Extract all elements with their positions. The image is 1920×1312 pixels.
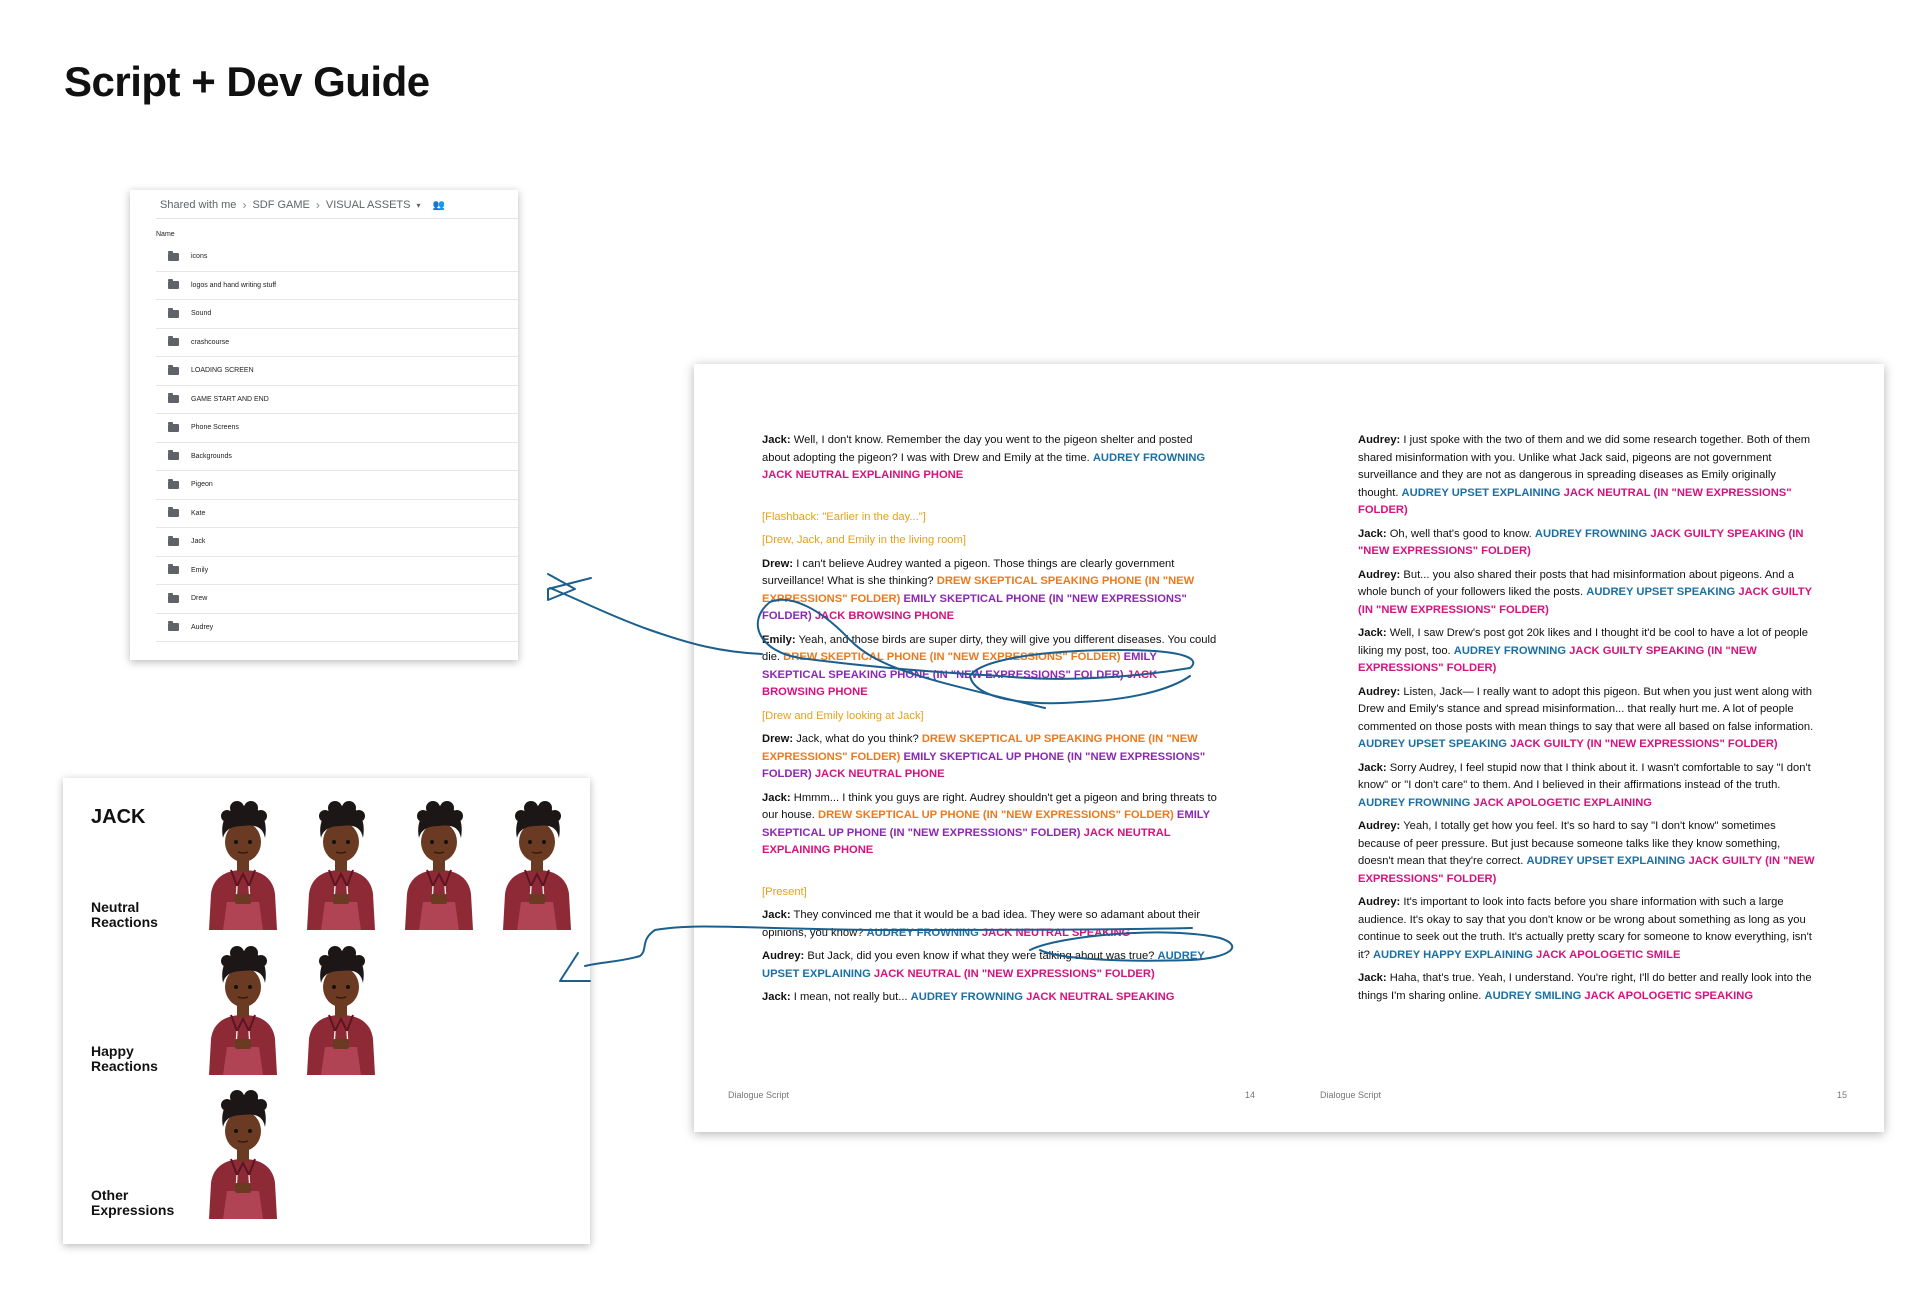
animation-cue: AUDREY FROWNING [1453, 644, 1567, 657]
dialogue-text: Yeah, and those birds are super dirty, they will give you different diseases. You could die. [762, 633, 1217, 663]
dialogue-text: But... you also shared their posts that had misinformation about pigeons. And a whole bunch of your followers liked the posts. [1358, 568, 1794, 598]
animation-cue: JACK NEUTRAL PHONE [814, 768, 945, 780]
folder-name: logos and hand writing stuff [191, 281, 277, 289]
animation-cue: DREW SKEPTICAL SPEAKING PHONE (IN "NEW EXPRESSIONS" FOLDER) [762, 575, 1195, 605]
dialogue-line [762, 432, 1220, 485]
jack-expression-sprite [299, 798, 383, 930]
shared-folder-icon [168, 424, 179, 432]
dialogue-text: They convinced me that it would be a bad idea. They were so adamant about their opinions, you know? [762, 909, 1201, 939]
dialogue-text: Haha, that's true. Yeah, I understand. You're right, I'll do better and really look into the things I'm sharing online. [1358, 972, 1812, 1002]
dialogue-text: It's important to look into facts before you share information with such a large audience. It's okay to say that you don't know or be wrong about something as long as you continue to seek out the truth. It's actually pretty scary for someone to know everything, isn't it? [1358, 896, 1812, 961]
folder-row[interactable] [156, 443, 518, 472]
folder-name: GAME START AND END [191, 395, 269, 403]
folder-name: crashcourse [191, 338, 230, 346]
folder-name: Jack [191, 538, 206, 546]
folder-row[interactable] [156, 500, 518, 529]
dialogue-line [1358, 894, 1818, 964]
jack-expression-sprite [201, 1087, 285, 1219]
dialogue-line [1358, 684, 1818, 754]
dialogue-line [762, 790, 1220, 860]
page-number: 15 [1837, 1090, 1848, 1100]
row-label-happy: Happy Reactions [91, 1043, 158, 1074]
stage-direction-text: [Drew and Emily looking at Jack] [762, 709, 924, 722]
folder-name: Drew [191, 595, 208, 603]
folder-name: Emily [191, 566, 209, 574]
animation-cue: AUDREY FROWNING [1358, 796, 1471, 809]
dialogue-line [762, 731, 1220, 784]
folder-row[interactable] [156, 329, 518, 358]
dialogue-text: Listen, Jack— I really want to adopt this pigeon. But when you just went along with Drew and Emily's stance and spread misinformation... that really hurt me. A lot of people commented on those posts with mean things to say that were all based on false information. [1358, 685, 1814, 733]
animation-cue: EMILY SKEPTICAL PHONE (IN "NEW EXPRESSIONS" FOLDER) [762, 592, 1187, 622]
animation-cue: AUDREY FROWNING [866, 926, 979, 939]
drive-folder-screenshot [130, 190, 518, 660]
dialogue-text: Oh, well that's good to know. [1389, 527, 1532, 540]
animation-cue: AUDREY UPSET EXPLAINING [1401, 486, 1561, 499]
animation-cue: EMILY SKEPTICAL UP PHONE (IN "NEW EXPRESSIONS" FOLDER) [762, 809, 1210, 839]
dialogue-text: I just spoke with the two of them and we did some research together. Both of them shared misinformation with you. Unlike what Jack said, pigeons are not government surveillance and they are not as dangerous in spreading diseases as Emily originally thought. [1358, 434, 1811, 499]
character-sheet [63, 778, 590, 1244]
dialogue-line [762, 556, 1220, 626]
speaker-name: Audrey: [1358, 685, 1401, 698]
shared-folder-icon [168, 538, 179, 546]
folder-row[interactable] [156, 300, 518, 329]
dialogue-line [1358, 760, 1818, 813]
speaker-name: Drew: [762, 557, 794, 570]
breadcrumb-item[interactable]: Shared with me [160, 199, 237, 211]
folder-row[interactable] [156, 557, 518, 586]
animation-cue: JACK NEUTRAL EXPLAINING PHONE [762, 469, 964, 481]
folder-row[interactable] [156, 357, 518, 386]
stage-direction-text: [Drew, Jack, and Emily in the living room] [762, 534, 966, 546]
animation-cue: JACK NEUTRAL (IN "NEW EXPRESSIONS" FOLDER) [1358, 486, 1792, 516]
stage-direction [762, 509, 1220, 527]
animation-cue: DREW SKEPTICAL UP PHONE (IN "NEW EXPRESSIONS" FOLDER) [817, 809, 1174, 821]
dialogue-text: Well, I don't know. Remember the day you went to the pigeon shelter and posted about adopting the pigeon? I was with Drew and Emily at the time. [762, 434, 1193, 464]
animation-cue: JACK GUILTY SPEAKING (IN "NEW EXPRESSIONS" FOLDER) [1358, 527, 1804, 557]
shared-folder-icon [168, 481, 179, 489]
animation-cue: AUDREY HAPPY EXPLAINING [1372, 948, 1533, 961]
animation-cue: JACK NEUTRAL EXPLAINING PHONE [762, 826, 1171, 856]
breadcrumb-item[interactable]: VISUAL ASSETS [325, 199, 411, 211]
folder-row[interactable] [156, 614, 518, 643]
shared-people-icon: 👥 [432, 199, 445, 211]
breadcrumb-item[interactable]: SDF GAME [252, 199, 310, 211]
animation-cue: AUDREY UPSET EXPLAINING [762, 950, 1205, 980]
shared-folder-icon [168, 338, 179, 346]
stage-direction [762, 884, 1220, 902]
folder-name: LOADING SCREEN [191, 367, 254, 375]
chevron-right-icon: › [315, 198, 320, 212]
shared-folder-icon [168, 310, 179, 318]
folder-row[interactable] [156, 528, 518, 557]
stage-direction-text: [Flashback: "Earlier in the day..."] [762, 510, 926, 523]
shared-folder-icon [168, 452, 179, 460]
animation-cue: AUDREY UPSET EXPLAINING [1526, 855, 1686, 867]
animation-cue: JACK APOLOGETIC EXPLAINING [1473, 796, 1653, 809]
stage-direction-text: [Present] [762, 885, 807, 898]
folder-row[interactable] [156, 243, 518, 272]
shared-folder-icon [168, 395, 179, 403]
folder-name: Audrey [191, 623, 214, 631]
dialogue-line [1358, 567, 1818, 620]
animation-cue: EMILY SKEPTICAL UP PHONE (IN "NEW EXPRESSIONS" FOLDER) [762, 750, 1206, 780]
folder-name: Kate [191, 509, 206, 517]
column-header-name[interactable]: Name [156, 231, 175, 238]
animation-cue: JACK GUILTY (IN "NEW EXPRESSIONS" FOLDER) [1358, 586, 1812, 616]
animation-cue: JACK NEUTRAL SPEAKING [981, 926, 1131, 939]
script-spread [694, 364, 1884, 1132]
shared-folder-icon [168, 281, 179, 289]
animation-cue: AUDREY UPSET SPEAKING [1358, 738, 1507, 750]
animation-cue: AUDREY FROWNING [1534, 527, 1648, 540]
dialogue-line [1358, 432, 1818, 520]
speaker-name: Audrey: [1358, 434, 1401, 446]
speaker-name: Drew: [762, 733, 794, 745]
script-page-right [1358, 432, 1818, 1011]
row-label-other: Other Expressions [91, 1187, 175, 1218]
shared-folder-icon [168, 367, 179, 375]
folder-name: Phone Screens [191, 424, 239, 432]
animation-cue: EMILY SKEPTICAL SPEAKING PHONE (IN "NEW EXPRESSIONS" FOLDER) [762, 651, 1157, 681]
folder-name: Pigeon [191, 481, 213, 489]
page-number: 14 [1245, 1090, 1256, 1100]
folder-row[interactable] [156, 414, 518, 443]
speaker-name: Audrey: [1358, 568, 1401, 581]
shared-folder-icon [168, 623, 179, 631]
dialogue-text: Well, I saw Drew's post got 20k likes and I thought it'd be cool to have a lot of people liking my post, too. [1358, 627, 1808, 657]
folder-name: Sound [191, 310, 212, 318]
dialogue-line [1358, 526, 1818, 561]
divider [156, 218, 518, 219]
footer-label: Dialogue Script [1320, 1090, 1382, 1100]
dialogue-text: Hmmm... I think you guys are right. Audrey shouldn't get a pigeon and bring threats to our house. [762, 791, 1217, 821]
jack-expression-sprite [201, 798, 285, 930]
dialogue-line [1358, 625, 1818, 678]
animation-cue: JACK APOLOGETIC SPEAKING [1584, 989, 1754, 1002]
breadcrumb [160, 198, 445, 212]
animation-cue: JACK GUILTY SPEAKING (IN "NEW EXPRESSIONS" FOLDER) [1358, 644, 1757, 674]
dialogue-text: Yeah, I totally get how you feel. It's so hard to say "I don't know" sometimes because of peer pressure. But just because someone talks like they know something, doesn't mean that they're correct. [1358, 820, 1781, 867]
animation-cue: AUDREY SMILING [1484, 989, 1582, 1002]
page-title: Script + Dev Guide [64, 58, 430, 105]
jack-expression-sprite [299, 943, 383, 1075]
speaker-name: Jack: [762, 991, 791, 1003]
animation-cue: JACK BROWSING PHONE [762, 668, 1158, 698]
animation-cue: JACK BROWSING PHONE [814, 610, 955, 622]
speaker-name: Jack: [762, 434, 791, 446]
animation-cue: AUDREY FROWNING [910, 991, 1023, 1003]
animation-cue: JACK GUILTY (IN "NEW EXPRESSIONS" FOLDER) [1358, 855, 1815, 885]
jack-expression-sprite [495, 798, 579, 930]
speaker-name: Audrey: [762, 950, 805, 962]
animation-cue: DREW SKEPTICAL UP SPEAKING PHONE (IN "NEW EXPRESSIONS" FOLDER) [762, 733, 1198, 763]
speaker-name: Jack: [1358, 627, 1387, 639]
folder-row[interactable] [156, 386, 518, 415]
speaker-name: Audrey: [1358, 820, 1401, 832]
dialogue-line [762, 632, 1220, 702]
row-label-neutral: Neutral Reactions [91, 899, 158, 930]
folder-name: icons [191, 253, 208, 261]
dialogue-line [762, 948, 1220, 983]
animation-cue: DREW SKEPTICAL PHONE (IN "NEW EXPRESSIONS" FOLDER) [783, 651, 1121, 663]
speaker-name: Jack: [1358, 527, 1387, 540]
stage-direction [762, 532, 1220, 550]
animation-cue: AUDREY FROWNING [1092, 451, 1206, 464]
speaker-name: Jack: [1358, 761, 1387, 774]
dialogue-line [762, 989, 1220, 1007]
shared-folder-icon [168, 253, 179, 261]
chevron-right-icon: › [242, 198, 247, 212]
folder-name: Backgrounds [191, 452, 232, 460]
dialogue-line [762, 907, 1220, 942]
animation-cue: JACK NEUTRAL (IN "NEW EXPRESSIONS" FOLDER) [873, 967, 1155, 980]
folder-row[interactable] [156, 471, 518, 500]
jack-expression-sprite [201, 943, 285, 1075]
character-name: JACK [91, 806, 146, 828]
shared-folder-icon [168, 595, 179, 603]
script-page-left [762, 432, 1220, 1013]
dialogue-text: I can't believe Audrey wanted a pigeon. Those things are clearly government surveillance! What is she thinking? [762, 557, 1175, 587]
caret-down-icon[interactable]: ▾ [416, 200, 421, 210]
footer-label: Dialogue Script [728, 1090, 790, 1100]
speaker-name: Emily: [762, 633, 796, 646]
stage-direction [762, 708, 1220, 726]
animation-cue: JACK APOLOGETIC SMILE [1536, 948, 1681, 961]
dialogue-text: Sorry Audrey, I feel stupid now that I think about it. I wasn't comfortable to say "I don't know" or "I don't care" to them. And I believed in their affirmations instead of the truth. [1358, 761, 1811, 791]
shared-folder-icon [168, 566, 179, 574]
speaker-name: Jack: [762, 791, 791, 804]
animation-cue: JACK GUILTY (IN "NEW EXPRESSIONS" FOLDER) [1510, 738, 1778, 750]
animation-cue: AUDREY UPSET SPEAKING [1586, 586, 1736, 598]
shared-folder-icon [168, 509, 179, 517]
animation-cue: JACK NEUTRAL SPEAKING [1026, 991, 1175, 1003]
dialogue-line [1358, 818, 1818, 888]
speaker-name: Jack: [1358, 972, 1387, 984]
speaker-name: Jack: [762, 909, 791, 921]
dialogue-text: But Jack, did you even know if what they were talking about was true? [807, 950, 1155, 962]
folder-row[interactable] [156, 272, 518, 301]
dialogue-line [1358, 970, 1818, 1005]
speaker-name: Audrey: [1358, 896, 1401, 908]
arrow-head-folder [548, 574, 591, 600]
dialogue-text: I mean, not really but... [793, 991, 908, 1003]
folder-row[interactable] [156, 585, 518, 614]
jack-expression-sprite [397, 798, 481, 930]
folder-list [156, 243, 518, 642]
dialogue-text: Jack, what do you think? [796, 733, 919, 745]
